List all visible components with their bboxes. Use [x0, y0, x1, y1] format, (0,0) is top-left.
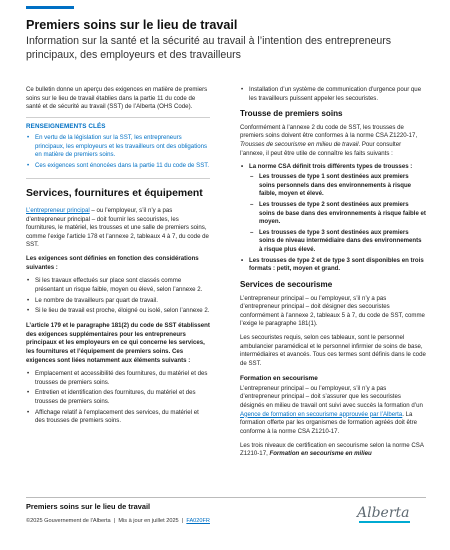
left-column: [26, 86, 210, 428]
communication-item: • Installation d’un système de communication d’urgence pour que les travailleurs puissent appeler les secouristes.: [240, 86, 426, 103]
services-paragraph-2: Les secouristes requis, selon ces tableaux, sont le personnel ambulancier paramédical et le personnel infirmier de soins de base, intermédiaires et avancés. Tous ces termes sont définis dans le code de SST.: [240, 334, 426, 367]
footer-title: Premiers soins sur le lieu de travail: [26, 502, 151, 511]
csa-types-text: La norme CSA définit trois différents types de trousses :: [249, 163, 413, 171]
key-information-box: [26, 117, 210, 180]
services-paragraph-1: L’entrepreneur principal – ou l’employeur, s’il n’y a pas d’entrepreneur principal – doit désigner des secouristes conformément à l’annexe 2, tableaux 5 à 7, du code de SST, comme l’exige le paragraphe 181(1).: [240, 294, 425, 328]
criteria-intro: Les exigences sont définies en fonction des considérations suivantes :: [26, 255, 199, 271]
criteria-item: • Si le lieu de travail est proche, éloigné ou isolé, selon l’annexe 2.: [26, 307, 210, 316]
requirement-item: • Entretien et identification des fournitures, du matériel et des trousses de premiers soins.: [26, 389, 210, 406]
key-information-heading: RENSEIGNEMENTS CLÉS: [26, 122, 106, 130]
training-agency-link[interactable]: Agence de formation en secourisme approuvée par l’Alberta: [240, 410, 403, 418]
requirements-list: [26, 370, 210, 426]
requirement-item: • Affichage relatif à l’emplacement des services, du matériel et des trousses de premiers soins.: [26, 409, 210, 426]
footer-divider: [26, 497, 426, 498]
kits-standard-title: Trousses de secourisme en milieu de travail: [240, 141, 359, 149]
first-aid-services-heading: Services de secourisme: [240, 280, 333, 290]
footer-updated: Mis à jour en juillet 2025: [118, 518, 179, 524]
criteria-item: • Si les travaux effectués sur place sont classés comme présentant un risque faible, moyen ou élevé, selon l’annexe 2.: [26, 277, 210, 294]
additional-requirements-paragraph: L’article 179 et le paragraphe 181(2) du code de SST établissent des exigences supplémentaires pour les entrepreneurs principaux et les employeurs en ce qui concerne les services, les fournitures et l’équipement de premiers soins. Ces exigences sont liées notamment aux éléments suivants :: [26, 321, 210, 364]
key-point: • En vertu de la législation sur la SST, les entrepreneurs principaux, les employeurs et les travailleurs ont des obligations en matière de premiers soins.: [26, 134, 210, 160]
prime-contractor-text: – ou l’employeur, s’il n’y a pas d’entrepreneur principal – doit fournir les secouristes, les fournitures, le matériel, les trousses et une salle de premiers soins, comme l’exige l’article 178 et l’annexe 2, tableaux 4 à 7, du code de SST.: [26, 206, 209, 249]
footer-separator: |: [113, 518, 116, 524]
kits-paragraph: [240, 124, 426, 159]
kit-facts-list: [240, 163, 426, 274]
levels-text: Les trois niveaux de certification en secourisme selon la norme CSA Z1210-17,: [240, 441, 424, 458]
certification-levels-paragraph: [240, 442, 426, 459]
kit-fact-item: • Les trousses de type 2 et de type 3 sont disponibles en trois formats : petit, moyen et grand.: [240, 257, 426, 274]
footer-meta: [26, 518, 210, 524]
levels-standard-title: Formation en secourisme en milieu: [269, 450, 372, 458]
footer-copyright: ©2025 Gouvernement de l’Alberta: [26, 518, 111, 524]
criteria-item: • Le nombre de travailleurs par quart de travail.: [26, 297, 210, 306]
kits-text: Conformément à l’annexe 2 du code de SST, les trousses de premiers soins doivent être conformes à la norme CSA Z1220-17,: [240, 123, 418, 140]
kit-type-item: – Les trousses de type 1 sont destinées aux premiers soins personnels dans des environnements à risque faible, moyen et élevé.: [249, 173, 426, 199]
kit-type-item: – Les trousses de type 2 sont destinées aux premiers soins de base dans des environnements à risque faible et moyen.: [249, 201, 426, 227]
first-aid-kits-heading: Trousse de premiers soins: [240, 109, 343, 119]
key-point: • Ces exigences sont énoncées dans la partie 11 du code de SST.: [26, 162, 210, 171]
footer-separator: |: [181, 518, 184, 524]
top-accent-bar: [26, 6, 74, 9]
criteria-list: [26, 277, 210, 316]
right-column: [240, 86, 426, 464]
first-aid-training-heading: Formation en secourisme: [240, 374, 318, 382]
communication-list: [240, 86, 426, 103]
intro-paragraph: Ce bulletin donne un aperçu des exigences en matière de premiers soins sur le lieu de travail établies dans la partie 11 du code de santé et de sécurité au travail (SST) de l’Alberta (OHS Code).: [26, 86, 208, 111]
prime-contractor-link[interactable]: L’entrepreneur principal: [26, 206, 90, 214]
training-text-end: . La formation offerte par les organismes de formation agréés doit être conforme à la norme CSA Z1210-17.: [240, 410, 418, 435]
kits-text-end: . Pour consulter l’annexe, il peut être utile de connaître les faits suivants :: [240, 141, 402, 157]
alberta-logo: Alberta: [357, 505, 410, 521]
services-supplies-heading: Services, fournitures et équipement: [26, 188, 203, 200]
page-subtitle: Information sur la santé et la sécurité au travail à l’intention des entrepreneurs principaux, des employeurs et des travailleurs: [26, 35, 392, 61]
requirement-item: • Emplacement et accessibilité des fournitures, du matériel et des trousses de premiers soins.: [26, 370, 210, 387]
key-information-list: [26, 134, 210, 171]
kit-fact-item: [240, 163, 426, 254]
footer-document-code-link[interactable]: FA020FR: [186, 518, 210, 524]
kit-types-list: [249, 173, 426, 255]
prime-contractor-paragraph: [26, 207, 210, 250]
page-title: Premiers soins sur le lieu de travail: [26, 18, 238, 32]
training-paragraph: [240, 385, 426, 437]
kit-type-item: – Les trousses de type 3 sont destinées aux premiers soins de niveau intermédiaire dans des environnements à risque plus élevé.: [249, 229, 426, 255]
training-text: L’entrepreneur principal – ou l’employeur, s’il n’y a pas d’entrepreneur principal – doit s’assurer que les secouristes désignés en milieu de travail ont suivi avec succès la formation d’un: [240, 384, 423, 409]
